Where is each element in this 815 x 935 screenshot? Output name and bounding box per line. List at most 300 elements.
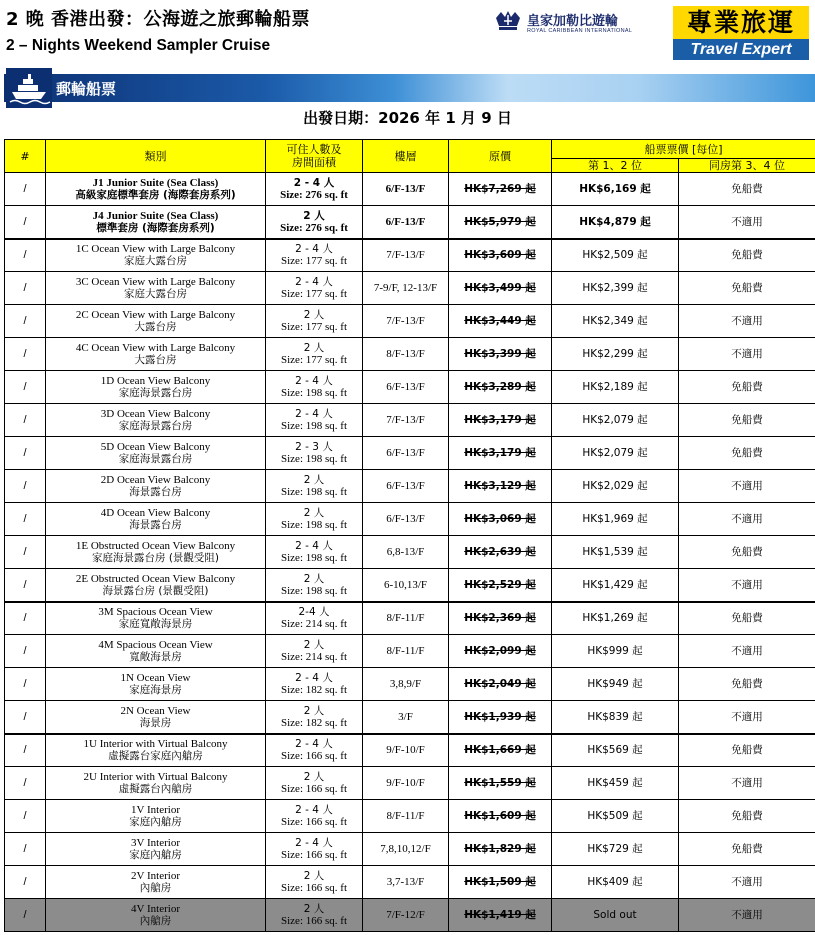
table-row <box>5 701 815 734</box>
cabin-name-english: 4C Ocean View with Large Balcony <box>75 342 236 354</box>
original-price-text: HK$3,609 起 <box>464 249 536 262</box>
fare-guest-1-2 <box>552 272 679 305</box>
fare-guest-1-2 <box>552 173 679 206</box>
cabin-deck <box>363 734 449 767</box>
fare-guest-3-4 <box>679 866 815 899</box>
fare-price-text: HK$2,029 起 <box>582 480 648 492</box>
cabin-name-chinese: 家庭內艙房 <box>129 849 182 861</box>
cabin-size: Size: 276 sq. ft <box>280 189 348 201</box>
fare-guest-3-4 <box>679 437 815 470</box>
cabin-name-chinese: 大露台房 <box>134 321 177 333</box>
cabin-deck <box>363 305 449 338</box>
row-number <box>5 569 46 602</box>
cabin-name-chinese: 高級家庭標準套房 (海際套房系列) <box>75 189 236 201</box>
fare-price-text: HK$2,079 起 <box>582 414 648 426</box>
cabin-capacity <box>266 206 363 239</box>
third-guest-fare-text: 不適用 <box>731 645 763 657</box>
cabin-deck <box>363 371 449 404</box>
header-capacity <box>266 140 363 173</box>
cabin-deck <box>363 338 449 371</box>
third-guest-fare-text: 免船費 <box>731 414 763 426</box>
third-guest-fare-text: 免船費 <box>731 282 763 294</box>
table-row <box>5 602 815 635</box>
deck-range: 6/F-13/F <box>386 381 425 393</box>
cabin-capacity <box>266 470 363 503</box>
table-row <box>5 668 815 701</box>
cabin-name-english: 3D Ocean View Balcony <box>100 408 211 420</box>
fare-guest-3-4 <box>679 668 815 701</box>
header-fare-group: 船票票價 [每位] <box>552 140 815 159</box>
occupancy: 2 - 4 人 <box>295 375 333 387</box>
row-number <box>5 734 46 767</box>
occupancy: 2 - 4 人 <box>295 672 333 684</box>
row-number-text: / <box>23 612 27 625</box>
cabin-capacity <box>266 866 363 899</box>
table-row <box>5 338 815 371</box>
cabin-name-chinese: 海景露台房 (景觀受阻) <box>102 584 209 597</box>
cabin-name-english: 2D Ocean View Balcony <box>100 474 211 486</box>
row-number-text: / <box>23 183 27 195</box>
cabin-deck <box>363 701 449 734</box>
third-guest-fare-text: 免船費 <box>731 810 763 822</box>
original-price-text: HK$3,129 起 <box>464 480 536 492</box>
royal-caribbean-chinese-name: 皇家加勒比遊輪 <box>527 14 619 29</box>
deck-range: 8/F-13/F <box>386 348 425 360</box>
fare-guest-3-4 <box>679 800 815 833</box>
cabin-size: Size: 198 sq. ft <box>281 453 347 465</box>
fare-guest-3-4 <box>679 635 815 668</box>
cabin-name-english: 2U Interior with Virtual Balcony <box>83 771 228 783</box>
cabin-name-chinese: 海景露台房 <box>129 486 182 498</box>
cabin-name-chinese: 家庭大露台房 <box>124 288 187 300</box>
cabin-name-english: 3M Spacious Ocean View <box>98 606 213 619</box>
original-price-text: HK$1,559 起 <box>464 777 536 789</box>
occupancy: 2 人 <box>303 309 325 321</box>
occupancy: 2 - 4 人 <box>293 177 335 189</box>
row-number-text: / <box>23 480 27 492</box>
original-price-text: HK$2,049 起 <box>464 678 536 690</box>
occupancy: 2 - 4 人 <box>295 408 333 420</box>
deck-range: 9/F-10/F <box>386 744 425 757</box>
fare-guest-3-4 <box>679 371 815 404</box>
third-guest-fare-text: 免船費 <box>731 843 763 855</box>
deck-range: 6/F-13/F <box>386 513 425 525</box>
cabin-name-chinese: 虛擬露台內艙房 <box>118 783 193 795</box>
travel-expert-logo <box>673 6 809 60</box>
cabin-category <box>46 470 266 503</box>
cabin-category <box>46 437 266 470</box>
fare-price-text: HK$1,429 起 <box>582 578 648 591</box>
original-price <box>449 173 552 206</box>
fare-table-body <box>5 173 815 932</box>
cabin-capacity <box>266 503 363 536</box>
cabin-category <box>46 635 266 668</box>
cabin-name-chinese: 內艙房 <box>139 882 172 894</box>
third-guest-fare-text: 免船費 <box>731 447 763 459</box>
cabin-name-english: J1 Junior Suite (Sea Class) <box>92 177 219 189</box>
row-number <box>5 602 46 635</box>
cabin-capacity <box>266 536 363 569</box>
original-price <box>449 668 552 701</box>
original-price-text: HK$7,269 起 <box>464 183 536 195</box>
cabin-capacity <box>266 437 363 470</box>
deck-range: 3,8,9/F <box>389 678 422 690</box>
occupancy: 2 人 <box>303 209 325 222</box>
cabin-capacity <box>266 899 363 932</box>
fare-guest-3-4 <box>679 272 815 305</box>
banner-label: 郵輪船票 <box>56 80 117 98</box>
cabin-name-english: J4 Junior Suite (Sea Class) <box>92 209 219 222</box>
cabin-name-english: 4M Spacious Ocean View <box>98 639 213 651</box>
cabin-name-english: 1U Interior with Virtual Balcony <box>83 738 228 751</box>
original-price-text: HK$3,179 起 <box>464 414 536 426</box>
header-number: # <box>5 140 46 173</box>
deck-range: 6,8-13/F <box>386 546 425 558</box>
fare-price-text: HK$1,269 起 <box>582 612 648 625</box>
row-number-text: / <box>23 447 27 459</box>
cabin-name-english: 2C Ocean View with Large Balcony <box>75 309 236 321</box>
cabin-category <box>46 866 266 899</box>
fare-guest-1-2 <box>552 206 679 239</box>
header-capacity-label: 可住人數及 房間面積 <box>286 143 342 169</box>
cabin-size: Size: 166 sq. ft <box>281 783 347 795</box>
row-number-text: / <box>23 513 27 525</box>
cabin-capacity <box>266 635 363 668</box>
fare-guest-3-4 <box>679 338 815 371</box>
fare-guest-3-4 <box>679 305 815 338</box>
original-price-text: HK$3,069 起 <box>464 513 536 525</box>
cabin-size: Size: 198 sq. ft <box>281 486 347 498</box>
cabin-deck <box>363 272 449 305</box>
occupancy: 2 人 <box>303 507 325 519</box>
cabin-capacity <box>266 734 363 767</box>
cabin-size: Size: 177 sq. ft <box>281 255 347 268</box>
deck-range: 6/F-13/F <box>385 215 426 228</box>
occupancy: 2 人 <box>303 572 325 585</box>
row-number-text: / <box>23 578 27 591</box>
fare-guest-1-2 <box>552 833 679 866</box>
row-number-text: / <box>23 909 27 921</box>
occupancy: 2 - 3 人 <box>295 441 333 453</box>
original-price-text: HK$2,529 起 <box>464 578 536 591</box>
fare-guest-1-2 <box>552 800 679 833</box>
occupancy: 2 - 4 人 <box>295 837 333 849</box>
cabin-size: Size: 214 sq. ft <box>281 618 347 631</box>
occupancy: 2-4 人 <box>298 606 330 619</box>
cabin-category <box>46 767 266 800</box>
cabin-name-english: 4D Ocean View Balcony <box>100 507 211 519</box>
occupancy: 2 人 <box>303 870 325 882</box>
occupancy: 2 人 <box>303 704 325 717</box>
original-price <box>449 338 552 371</box>
deck-range: 7,8,10,12/F <box>380 843 431 855</box>
cabin-name-english: 2V Interior <box>131 870 180 882</box>
row-number-text: / <box>23 645 27 657</box>
cabin-name-english: 3V Interior <box>131 837 180 849</box>
third-guest-fare-text: 不適用 <box>731 909 763 921</box>
row-number-text: / <box>23 381 27 393</box>
table-row <box>5 767 815 800</box>
table-row <box>5 734 815 767</box>
cabin-category <box>46 404 266 437</box>
fare-price-text: HK$2,399 起 <box>582 282 648 294</box>
travel-expert-chinese-name: 專業旅運 <box>673 6 809 39</box>
cabin-deck <box>363 404 449 437</box>
cabin-name-english: 1V Interior <box>131 804 180 816</box>
original-price <box>449 206 552 239</box>
cabin-category <box>46 668 266 701</box>
cabin-category <box>46 800 266 833</box>
occupancy: 2 人 <box>303 771 325 783</box>
fare-guest-1-2 <box>552 734 679 767</box>
cabin-size: Size: 214 sq. ft <box>281 651 347 663</box>
occupancy: 2 - 4 人 <box>295 243 333 256</box>
original-price-text: HK$2,639 起 <box>464 546 536 558</box>
cabin-name-chinese: 海景房 <box>139 716 172 729</box>
cabin-capacity <box>266 833 363 866</box>
cabin-name-chinese: 家庭海景房 <box>129 684 182 696</box>
fare-price-text: HK$2,079 起 <box>582 447 648 459</box>
fare-price-text: HK$6,169 起 <box>579 183 651 195</box>
cabin-name-english: 1C Ocean View with Large Balcony <box>75 243 236 256</box>
third-guest-fare-text: 不適用 <box>731 578 763 591</box>
cabin-size: Size: 198 sq. ft <box>281 552 347 564</box>
original-price <box>449 470 552 503</box>
fare-guest-3-4 <box>679 239 815 272</box>
fare-guest-1-2 <box>552 437 679 470</box>
fare-price-text: HK$729 起 <box>587 843 643 855</box>
cabin-deck <box>363 635 449 668</box>
fare-price-text: HK$1,969 起 <box>582 513 648 525</box>
deck-range: 9/F-10/F <box>386 777 425 789</box>
table-row <box>5 800 815 833</box>
third-guest-fare-text: 不適用 <box>731 777 763 789</box>
cabin-deck <box>363 800 449 833</box>
cabin-size: Size: 177 sq. ft <box>281 288 347 300</box>
cabin-size: Size: 166 sq. ft <box>281 750 347 763</box>
fare-guest-1-2 <box>552 305 679 338</box>
crown-anchor-icon <box>493 9 523 35</box>
fare-guest-3-4 <box>679 767 815 800</box>
header-category: 類別 <box>46 140 266 173</box>
original-price-text: HK$1,939 起 <box>464 710 536 723</box>
fare-guest-1-2 <box>552 239 679 272</box>
fare-price-text: HK$2,189 起 <box>582 381 648 393</box>
third-guest-fare-text: 不適用 <box>731 513 763 525</box>
original-price-text: HK$2,369 起 <box>464 612 536 625</box>
third-guest-fare-text: 不適用 <box>731 215 763 228</box>
third-guest-fare-text: 免船費 <box>731 678 763 690</box>
cabin-capacity <box>266 800 363 833</box>
row-number <box>5 305 46 338</box>
original-price <box>449 767 552 800</box>
cabin-name-chinese: 內艙房 <box>139 915 172 927</box>
cabin-name-english: 4V Interior <box>131 903 180 915</box>
occupancy: 2 - 4 人 <box>295 738 333 751</box>
table-row <box>5 305 815 338</box>
row-number <box>5 338 46 371</box>
cabin-category <box>46 899 266 932</box>
fare-guest-1-2 <box>552 668 679 701</box>
cabin-name-chinese: 家庭大露台房 <box>124 255 187 268</box>
row-number-text: / <box>23 710 27 723</box>
cabin-capacity <box>266 272 363 305</box>
cabin-name-chinese: 家庭內艙房 <box>129 816 182 828</box>
fare-price-text: HK$569 起 <box>587 744 643 757</box>
deck-range: 8/F-11/F <box>386 612 425 625</box>
cabin-name-english: 5D Ocean View Balcony <box>100 441 211 453</box>
row-number-text: / <box>23 810 27 822</box>
cabin-name-chinese: 家庭海景露台房 <box>118 387 193 399</box>
table-row <box>5 536 815 569</box>
original-price <box>449 701 552 734</box>
cabin-name-chinese: 虛擬露台家庭內艙房 <box>108 750 203 763</box>
cabin-size: Size: 198 sq. ft <box>281 584 347 597</box>
fare-price-text: HK$4,879 起 <box>579 215 651 228</box>
original-price-text: HK$3,179 起 <box>464 447 536 459</box>
row-number <box>5 899 46 932</box>
row-number <box>5 767 46 800</box>
row-number <box>5 437 46 470</box>
third-guest-fare-text: 免船費 <box>731 546 763 558</box>
row-number <box>5 536 46 569</box>
original-price <box>449 899 552 932</box>
third-guest-fare-text: 不適用 <box>731 710 763 723</box>
table-row <box>5 206 815 239</box>
cabin-size: Size: 166 sq. ft <box>281 882 347 894</box>
original-price <box>449 272 552 305</box>
fare-price-text: Sold out <box>593 909 637 921</box>
original-price <box>449 602 552 635</box>
cabin-deck <box>363 437 449 470</box>
cabin-name-chinese: 家庭海景露台房 <box>118 420 193 432</box>
deck-range: 3/F <box>398 710 413 723</box>
fare-guest-1-2 <box>552 701 679 734</box>
original-price-text: HK$1,509 起 <box>464 876 536 888</box>
table-row <box>5 899 815 932</box>
fare-price-text: HK$1,539 起 <box>582 546 648 558</box>
deck-range: 6/F-13/F <box>385 183 426 195</box>
row-number <box>5 239 46 272</box>
original-price-text: HK$5,979 起 <box>464 215 536 228</box>
table-row <box>5 371 815 404</box>
row-number-text: / <box>23 744 27 757</box>
fare-price-text: HK$2,509 起 <box>582 249 648 262</box>
row-number <box>5 173 46 206</box>
original-price <box>449 833 552 866</box>
original-price <box>449 734 552 767</box>
original-price-text: HK$3,289 起 <box>464 381 536 393</box>
cabin-size: Size: 177 sq. ft <box>281 354 347 366</box>
original-price-text: HK$1,829 起 <box>464 843 536 855</box>
cabin-category <box>46 734 266 767</box>
fare-guest-1-2 <box>552 338 679 371</box>
third-guest-fare-text: 不適用 <box>731 480 763 492</box>
fare-price-text: HK$459 起 <box>587 777 643 789</box>
cabin-deck <box>363 173 449 206</box>
header-fare-guest-1-2: 第 1、2 位 <box>552 159 679 173</box>
cabin-size: Size: 166 sq. ft <box>281 816 347 828</box>
cabin-capacity <box>266 338 363 371</box>
banner-bar <box>4 74 815 102</box>
cabin-capacity <box>266 404 363 437</box>
cabin-size: Size: 198 sq. ft <box>281 519 347 531</box>
third-guest-fare-text: 免船費 <box>731 183 763 195</box>
fare-price-text: HK$509 起 <box>587 810 643 822</box>
cabin-capacity <box>266 569 363 602</box>
cabin-deck <box>363 470 449 503</box>
fare-price-text: HK$2,299 起 <box>582 348 648 360</box>
occupancy: 2 人 <box>303 342 325 354</box>
row-number-text: / <box>23 215 27 228</box>
cabin-name-english: 1D Ocean View Balcony <box>100 375 211 387</box>
cabin-size: Size: 177 sq. ft <box>281 321 347 333</box>
deck-range: 8/F-11/F <box>386 810 425 822</box>
cabin-category <box>46 206 266 239</box>
cabin-category <box>46 503 266 536</box>
fare-guest-1-2 <box>552 536 679 569</box>
deck-range: 6-10,13/F <box>383 578 428 591</box>
fare-guest-1-2 <box>552 569 679 602</box>
row-number-text: / <box>23 414 27 426</box>
third-guest-fare-text: 不適用 <box>731 315 763 327</box>
deck-range: 8/F-11/F <box>386 645 425 657</box>
cabin-category <box>46 569 266 602</box>
deck-range: 7/F-13/F <box>386 249 425 262</box>
table-row <box>5 635 815 668</box>
original-price-text: HK$3,499 起 <box>464 282 536 294</box>
third-guest-fare-text: 免船費 <box>731 381 763 393</box>
row-number <box>5 833 46 866</box>
occupancy: 2 - 4 人 <box>295 540 333 552</box>
cabin-deck <box>363 503 449 536</box>
header-deck: 樓層 <box>363 140 449 173</box>
occupancy: 2 - 4 人 <box>295 804 333 816</box>
cabin-capacity <box>266 701 363 734</box>
header-fare-guest-3-4: 同房第 3、4 位 <box>679 159 815 173</box>
fare-guest-3-4 <box>679 569 815 602</box>
table-row <box>5 272 815 305</box>
original-price <box>449 437 552 470</box>
occupancy: 2 - 4 人 <box>295 276 333 288</box>
deck-range: 6/F-13/F <box>386 447 425 459</box>
occupancy: 2 人 <box>303 639 325 651</box>
fare-guest-3-4 <box>679 701 815 734</box>
fare-guest-1-2 <box>552 404 679 437</box>
cabin-category <box>46 602 266 635</box>
fare-price-text: HK$839 起 <box>587 710 643 723</box>
cruise-ship-icon <box>6 68 52 108</box>
cabin-capacity <box>266 305 363 338</box>
fare-guest-3-4 <box>679 470 815 503</box>
fare-guest-1-2 <box>552 899 679 932</box>
fare-guest-1-2 <box>552 767 679 800</box>
cabin-name-english: 2E Obstructed Ocean View Balcony <box>75 572 236 585</box>
page-title-english: 2 – Nights Weekend Sampler Cruise <box>6 37 271 54</box>
deck-range: 7-9/F, 12-13/F <box>373 282 438 294</box>
cabin-name-english: 1N Ocean View <box>120 672 191 684</box>
row-number <box>5 272 46 305</box>
original-price-text: HK$3,449 起 <box>464 315 536 327</box>
cabin-size: Size: 198 sq. ft <box>281 387 347 399</box>
third-guest-fare-text: 不適用 <box>731 876 763 888</box>
table-row <box>5 569 815 602</box>
cabin-size: Size: 276 sq. ft <box>280 221 348 234</box>
cabin-deck <box>363 536 449 569</box>
original-price <box>449 239 552 272</box>
original-price <box>449 404 552 437</box>
row-number <box>5 470 46 503</box>
